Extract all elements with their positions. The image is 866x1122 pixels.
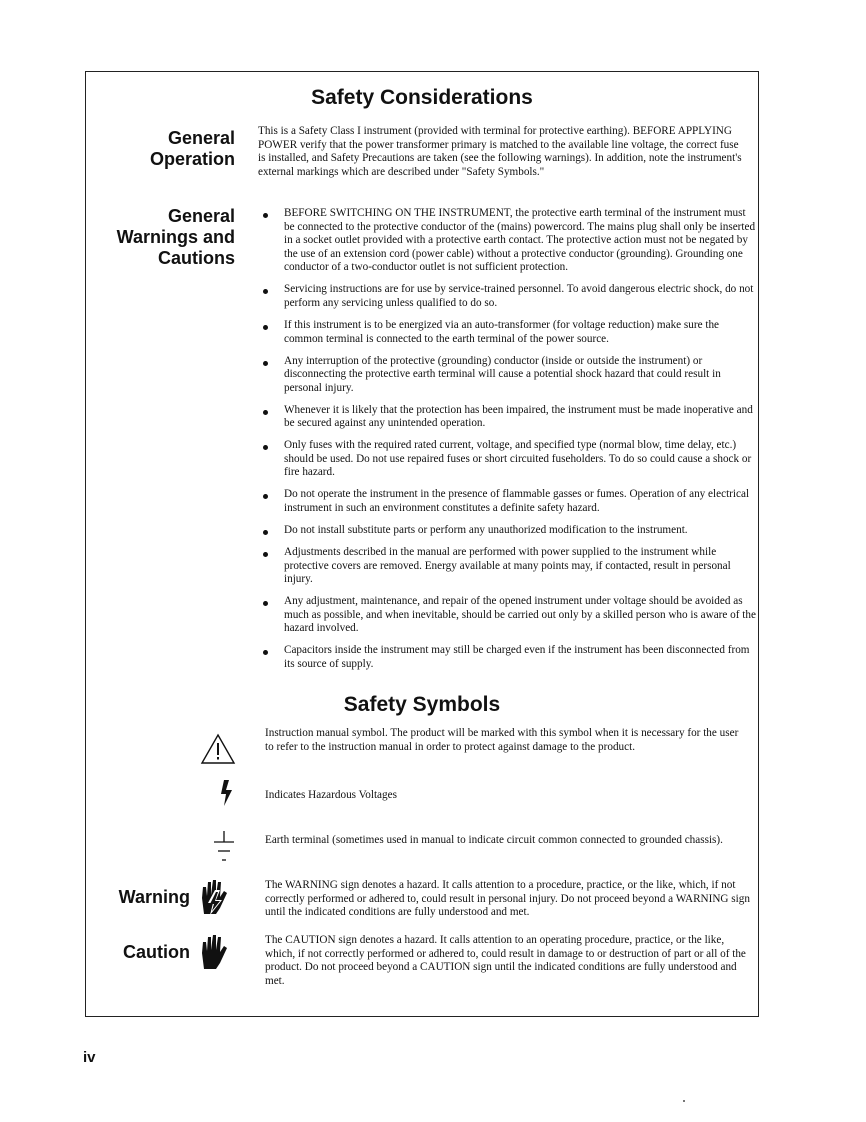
instruction-manual-text: Instruction manual symbol. The product will be marked with this symbol when it is necessary for the user to refer to the instruction manual in order to protect against damage to the product.: [265, 727, 739, 753]
scan-speck: [683, 1100, 685, 1102]
list-item: Any interruption of the protective (grounding) conductor (inside or outside the instrument) or disconnecting the protective earth terminal will cause a potential shock hazard that could result in personal injury.: [262, 355, 756, 396]
list-item: Capacitors inside the instrument may still be charged even if the instrument has been disconnected from its source of supply.: [262, 644, 756, 671]
warning-label: Warning: [118, 887, 190, 907]
list-item: Do not operate the instrument in the presence of flammable gasses or fumes. Operation of any electrical instrument in such an environment constitutes a definite safety hazard.: [262, 488, 756, 515]
list-item: BEFORE SWITCHING ON THE INSTRUMENT, the protective earth terminal of the instrument must be connected to the protective conductor of the (mains) powercord. The mains plug shall only be inserted in a socket outlet provided with a protective earth contact. The protective action must not be negated by the use of an extension cord (power cable) without a protective conductor (grounding). Grounding one conductor of a two-conductor outlet is not sufficient protection.: [262, 207, 756, 275]
list-item: Only fuses with the required rated current, voltage, and specified type (normal blow, time delay, etc.) should be used. Do not use repaired fuses or short circuited fuseholders. To do so could cause a shock or fire hazard.: [262, 439, 756, 480]
general-operation-text: This is a Safety Class I instrument (provided with terminal for protective earthing). BEFORE APPLYING POWER verify that the power transformer primary is matched to the available line voltage, the correct fuse is installed, and Safety Precautions are taken (see the following warnings). In addition, note the instrument's external markings which are described under "Safety Symbols.": [258, 125, 742, 178]
hazardous-voltage-icon: [220, 779, 234, 807]
warnings-list: [262, 207, 756, 680]
list-item: Servicing instructions are for use by service-trained personnel. To avoid dangerous electric shock, do not perform any servicing unless qualified to do so.: [262, 283, 756, 310]
warnings-cautions-heading: General Warnings and Cautions: [116, 206, 235, 268]
page-title: Safety Considerations: [311, 86, 533, 109]
earth-terminal-icon: [212, 829, 236, 865]
page-number: iv: [83, 1049, 96, 1066]
hazardous-voltage-text: Indicates Hazardous Voltages: [265, 789, 397, 801]
list-item: Whenever it is likely that the protection has been impaired, the instrument must be made inoperative and be secured against any unintended operation.: [262, 404, 756, 431]
general-operation-heading: General Operation: [149, 128, 235, 169]
list-item: Any adjustment, maintenance, and repair of the opened instrument under voltage should be avoided as much as possible, and when inevitable, should be carried out only by a skilled person who is aware of the hazard involved.: [262, 595, 756, 636]
safety-symbols-title: Safety Symbols: [343, 693, 501, 716]
caution-text: The CAUTION sign denotes a hazard. It calls attention to an operating procedure, practice, or the like, which, if not correctly performed or adhered to, could result in damage to or destruction of part or all of the product. Do not proceed beyond a CAUTION sign until the indicated conditions are fully understood and met.: [265, 934, 746, 987]
earth-terminal-text: Earth terminal (sometimes used in manual to indicate circuit common connected to grounded chassis).: [265, 834, 723, 846]
warning-hand-icon: [198, 878, 232, 916]
list-item: If this instrument is to be energized via an auto-transformer (for voltage reduction) make sure the common terminal is connected to the earth terminal of the power source.: [262, 319, 756, 346]
warning-text: The WARNING sign denotes a hazard. It calls attention to a procedure, practice, or the like, which, if not correctly performed or adhered to, could result in personal injury. Do not proceed beyond a WARNING sign until the indicated conditions are fully understood and met.: [265, 879, 750, 919]
caution-label: Caution: [123, 942, 190, 962]
list-item: Do not install substitute parts or perform any unauthorized modification to the instrument.: [262, 524, 756, 538]
instruction-manual-triangle-icon: [200, 733, 236, 765]
caution-hand-icon: [198, 933, 232, 971]
list-item: Adjustments described in the manual are performed with power supplied to the instrument while protective covers are removed. Energy available at many points may, if contacted, result in personal injury.: [262, 546, 756, 587]
